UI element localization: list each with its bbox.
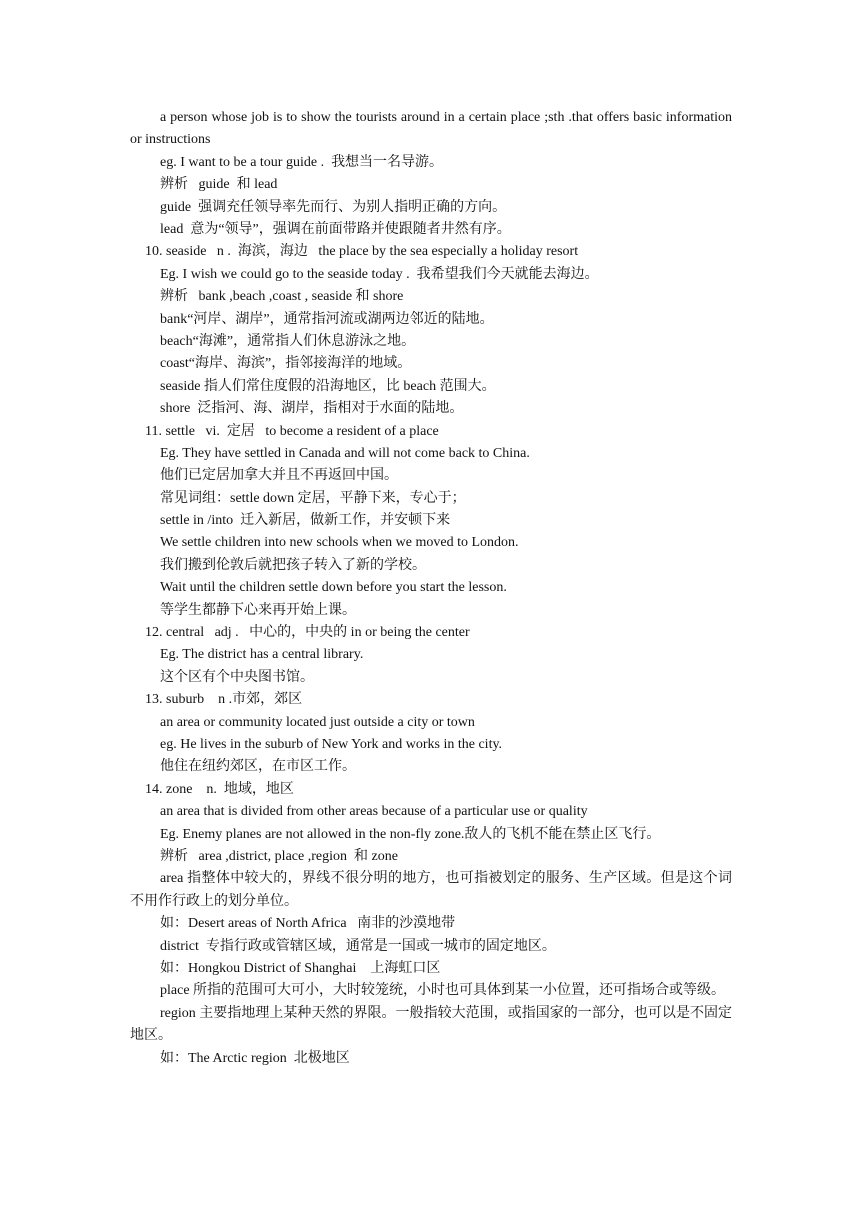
text-line: area 指整体中较大的，界线不很分明的地方，也可指被划定的服务、生产区域。但是这个词不用作行政上的划分单位。 (130, 871, 732, 909)
text-line: shore 泛指河、海、湖岸，指相对于水面的陆地。 (160, 401, 464, 417)
text-line: bank“河岸、湖岸”，通常指河流或湖两边邻近的陆地。 (160, 311, 494, 327)
text-line: beach“海滩”，通常指人们休息游泳之地。 (160, 333, 416, 349)
text-line: 如：Desert areas of North Africa 南非的沙漠地带 (160, 916, 456, 932)
entry-heading: 14. zone n. 地域，地区 (145, 781, 294, 797)
text-line: eg. I want to be a tour guide . 我想当一名导游。 (160, 154, 444, 170)
text-line: 辨析 guide 和 lead (160, 177, 278, 193)
text-line: Eg. They have settled in Canada and will not come back to China. (160, 445, 530, 461)
entry-heading: 11. settle vi. 定居 to become a resident of a place (145, 423, 439, 439)
text-line: Eg. Enemy planes are not allowed in the non-fly zone.敌人的飞机不能在禁止区飞行。 (160, 826, 661, 842)
text-line: region 主要指地理上某种天然的界限。一般指较大范围，或指国家的一部分，也可以是不固定地区。 (130, 1005, 732, 1044)
entry-heading: 13. suburb n .市郊，郊区 (145, 692, 303, 708)
text-line: 等学生都静下心来再开始上课。 (160, 602, 356, 618)
text-line: 如：Hongkou District of Shanghai 上海虹口区 (160, 960, 441, 976)
text-line: seaside 指人们常住度假的沿海地区，比 beach 范围大。 (160, 378, 496, 394)
text-line: settle in /into 迁入新居，做新工作，并安顿下来 (160, 513, 451, 529)
text-line: an area that is divided from other areas because of a particular use or quality (160, 804, 588, 820)
text-line: a person whose job is to show the tourists around in a certain place ;sth .that offers basic information or instructions (130, 110, 732, 148)
text-line: an area or community located just outside a city or town (160, 714, 475, 730)
text-line: We settle children into new schools when we moved to London. (160, 535, 519, 551)
text-line: Wait until the children settle down before you start the lesson. (160, 580, 507, 596)
text-line: 常见词组：settle down 定居，平静下来，专心于； (160, 490, 466, 506)
text-line: guide 强调充任领导率先而行、为别人指明正确的方向。 (160, 199, 507, 215)
text-line: eg. He lives in the suburb of New York and works in the city. (160, 736, 503, 752)
document-body (130, 107, 732, 1070)
text-line: 辨析 area ,district, place ,region 和 zone (160, 848, 398, 864)
text-line: 他们已定居加拿大并且不再返回中国。 (160, 468, 398, 484)
text-line: place 所指的范围可大可小，大时较笼统，小时也可具体到某一小位置，还可指场合或等级。 (160, 983, 726, 999)
text-line: Eg. I wish we could go to the seaside today . 我希望我们今天就能去海边。 (160, 266, 599, 282)
text-line: district 专指行政或管辖区域，通常是一国或一城市的固定地区。 (160, 938, 556, 954)
text-line: lead 意为“领导”，强调在前面带路并使跟随者井然有序。 (160, 221, 511, 237)
text-line: coast“海岸、海滨”，指邻接海洋的地域。 (160, 356, 412, 372)
entry-heading: 10. seaside n . 海滨，海边 the place by the sea especially a holiday resort (145, 244, 579, 260)
entry-heading: 12. central adj . 中心的，中央的 in or being the center (145, 625, 470, 641)
text-line: 他住在纽约郊区，在市区工作。 (160, 759, 356, 775)
text-line: 如：The Arctic region 北极地区 (160, 1050, 350, 1066)
text-line: 辨析 bank ,beach ,coast , seaside 和 shore (160, 289, 404, 305)
text-line: 这个区有个中央图书馆。 (160, 669, 314, 685)
text-line: Eg. The district has a central library. (160, 647, 364, 663)
text-line: 我们搬到伦敦后就把孩子转入了新的学校。 (160, 557, 426, 573)
